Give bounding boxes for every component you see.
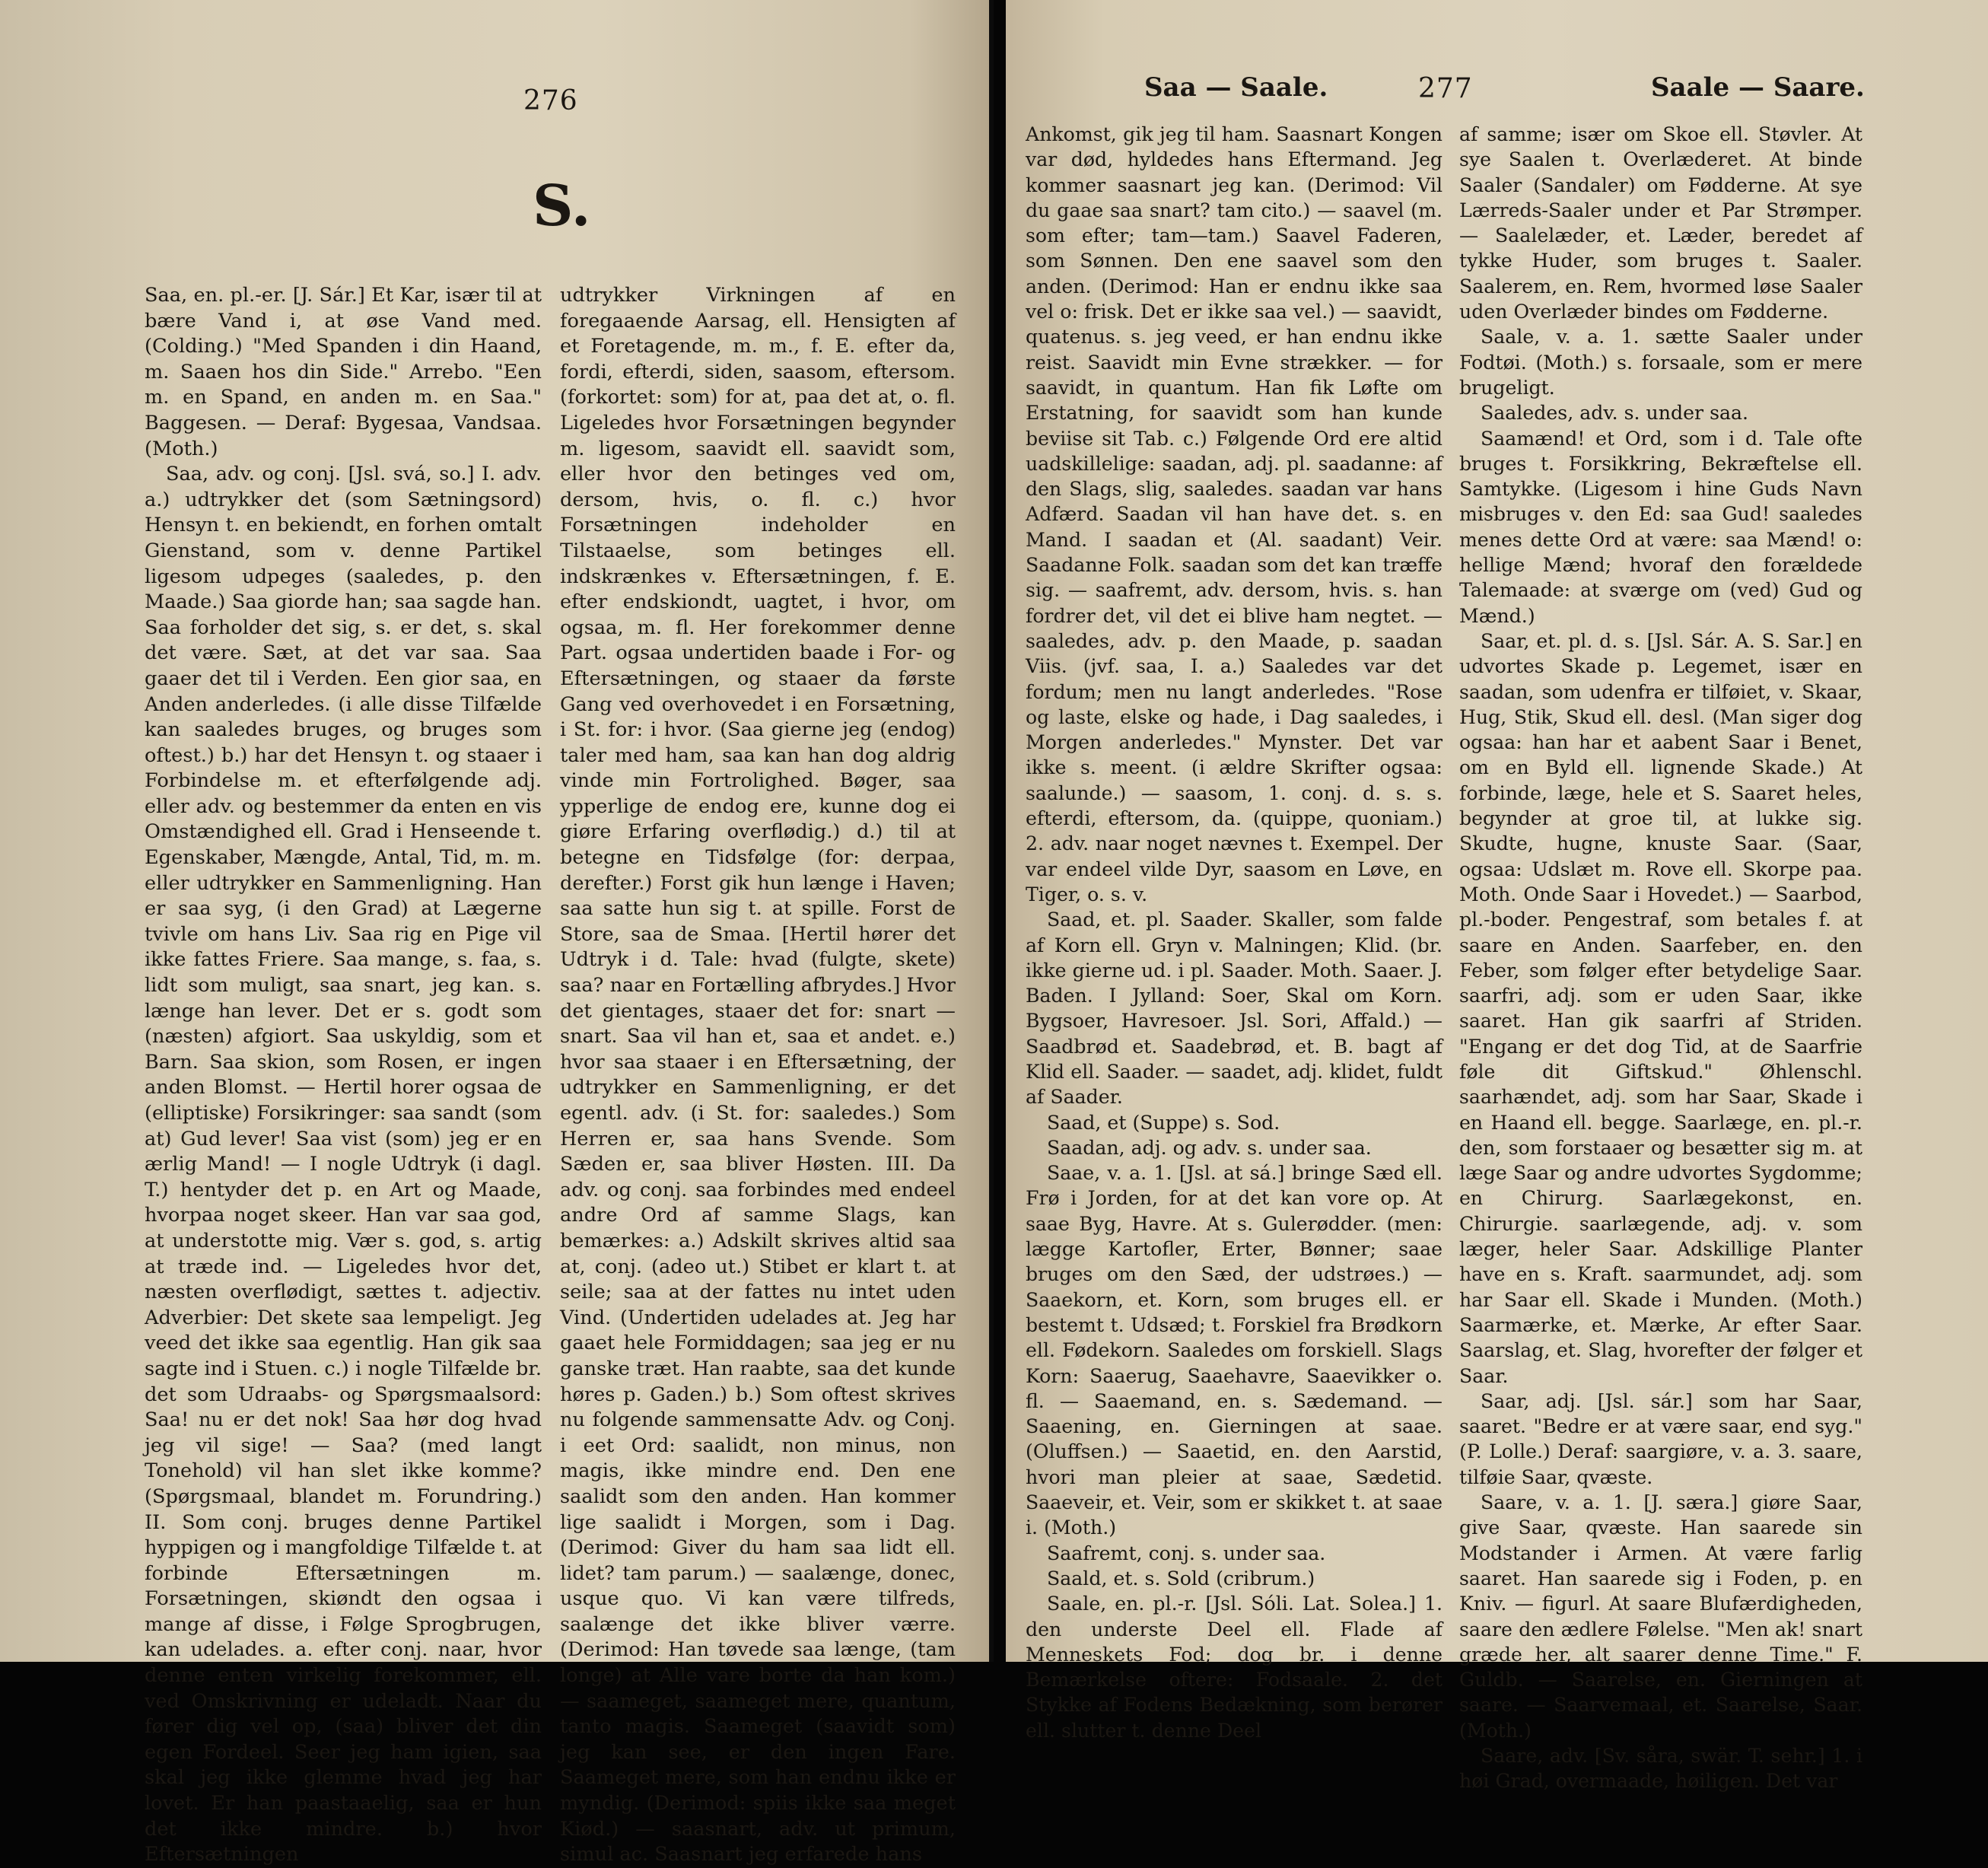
entry-saar-noun: Saar, et. pl. d. s. [Jsl. Sár. A. S. Sar.] en udvortes Skade p. Legemet, især en saadan, som udenfra er tilføiet, v. Skaar, Hug, Stik, Skud ell. desl. (Man siger dog ogsaa: han har et aabent Saar i Benet, om en Byld ell. lignende Skade.) At forbinde, læge, hele et S. Saaret heles, begynder at groe til, at lukke sig. Skudte, hugne, knuste Saar. (Saar, ogsaa: Udslæt m. Rove ell. Skorpe paa. Moth. Onde Saar i Hovedet.) — Saarbod, pl.-boder. Pengestraf, som betales f. at saare en Anden. Saarfeber, en. den Feber, som følger efter betydelige Saar. saarfri, adj. som er uden Saar, ikke saaret. Han gik saarfri af Striden. "Engang er det dog Tid, at de Saarfrie føle dit Giftskud." Øhlenschl. saarhændet, adj. som har Saar, Skade i en Haand ell. begge. Saarlæge, en. pl.-r. den, som forstaaer og besætter sig m. at læge Saar og andre udvortes Sygdomme; en Chirurg. Saarlægekonst, en. Chirurgie. saarlægende, adj. v. som læger, heler Saar. Adskillige Planter have en s. Kraft. saarmundet, adj. som har Saar ell. Skade i Munden. (Moth.) Saarmærke, et. Mærke, Ar efter Saar. Saarslag, et. Slag, hvorefter der følger et Saar. <box>1459 629 1862 1387</box>
page-number-right: 277 <box>1418 73 1473 104</box>
running-head-left: Saa — Saale. <box>1144 72 1328 103</box>
entry-saad-suppe: Saad, et (Suppe) s. Sod. <box>1047 1111 1280 1134</box>
right-page <box>1006 0 1988 1793</box>
entry-saare-verb: Saare, v. a. 1. [J. særa.] giøre Saar, give Saar, qvæste. Han saarede sin Modstander i Armen. At være farlig saaret. Han saarede sig i Foden, p. en Kniv. — figurl. At saare Blufærdigheden, saare den ædlere Følelse. "Men ak! snart græde her, alt saarer denne Time." F. Guldb. — Saarelse, en. Gierningen at saare. — Saarvemaal, et. Saarelse, Saar. (Moth.) <box>1459 1491 1862 1742</box>
page-number-left: 276 <box>523 85 578 116</box>
right-column-2 <box>1459 122 1862 1794</box>
entry-saald: Saald, et. s. Sold (cribrum.) <box>1047 1567 1315 1590</box>
entry-saare-adv: Saare, adv. [Sv. såra, swär. T. sehr.] 1. i høi Grad, overmaade, høiligen. Det var <box>1459 1745 1862 1793</box>
entry-saaledes: Saaledes, adv. s. under saa. <box>1481 402 1749 425</box>
right-column-1 <box>1026 122 1442 1743</box>
left-page <box>0 0 994 1866</box>
entry-saar-adj: Saar, adj. [Jsl. sár.] som har Saar, saaret. "Bedre er at være saar, end syg." (P. Lolle.) Deraf: saargiøre, v. a. 3. saare, tilføie Saar, qvæste. <box>1459 1389 1862 1488</box>
section-letter: S. <box>533 173 591 239</box>
entry-saale-verb: Saale, v. a. 1. sætte Saaler under Fodtøi. (Moth.) s. forsaale, som er mere brugeligt. <box>1459 326 1862 399</box>
running-head-right: Saale — Saare. <box>1651 72 1865 103</box>
left-column-1 <box>145 283 542 1868</box>
entry-saasnart-continued: Ankomst, gik jeg til ham. Saasnart Kongen var død, hyldedes hans Eftermand. Jeg kommer saasnart jeg kan. (Derimod: Vil du gaae saa snart? tam cito.) — saavel (m. som efter; tam—tam.) Saavel Faderen, som Sønnen. Den ene saavel som den anden. (Derimod: Han er endnu ikke saa vel o: frisk. Det er ikke saa vel.) — saavidt, quatenus. s. jeg veed, er han endnu ikke reist. Saavidt min Evne strækker. — for saavidt, in quantum. Han fik Løfte om Erstatning, for saavidt som han kunde beviise sit Tab. c.) Følgende Ord ere altid uadskillelige: saadan, adj. pl. saadanne: af den Slags, slig, saaledes. saadan var hans Adfærd. Saadan vil han have det. s. en Mand. I saadan et (Al. saadant) Veir. Saadanne Folk. saadan som det kan træffe sig. — saafremt, adv. dersom, hvis. s. han fordrer det, vil det ei blive ham negtet. — saaledes, adv. p. den Maade, p. saadan Viis. (jvf. saa, I. a.) Saaledes var det fordum; men nu langt anderledes. "Rose og laste, elske og hade, i Dag saaledes, i Morgen anderledes." Mynster. Det var ikke s. meent. (i ældre Skrifter ogsaa: saalunde.) — saasom, 1. conj. d. s. s. efterdi, eftersom, da. (quippe, quoniam.) 2. adv. naar noget nævnes t. Exempel. Der var endeel vilde Dyr, saasom en Løve, en Tiger, o. s. v. <box>1026 123 1442 905</box>
entry-saae: Saae, v. a. 1. [Jsl. at sá.] bringe Sæd ell. Frø i Jorden, for at det kan vore op. At saae Byg, Havre. At s. Gulerødder. (men: lægge Kartofler, Erter, Bønner; saae bruges om den Sæd, der udstrøes.) — Saaekorn, et. Korn, som bruges ell. er bestemt t. Udsæd; t. Forskiel fra Brødkorn ell. Fødekorn. Saaledes om forskiell. Slags Korn: Saaerug, Saaehavre, Saaevikker o. fl. — Saaemand, en. s. Sædemand. — Saaening, en. Gierningen at saae. (Oluffsen.) — Saaetid, en. den Aarstid, hvori man pleier at saae, Sædetid. Saaeveir, et. Veir, som er skikket t. at saae i. (Moth.) <box>1026 1162 1442 1539</box>
left-column-2 <box>560 283 956 1868</box>
entry-saadan: Saadan, adj. og adv. s. under saa. <box>1047 1136 1372 1159</box>
entry-saale-noun: Saale, en. pl.-r. [Jsl. Sóli. Lat. Solea.] 1. den underste Deel ell. Flade af Menneskets Fod; dog br. i denne Bemærkelse oftere: Fodsaale. 2. det Stykke af Fodens Bedækning, som berører ell. slutter t. denne Deel <box>1026 1593 1442 1742</box>
entry-saale-continued: af samme; især om Skoe ell. Støvler. At sye Saalen t. Overlæderet. At binde Saaler (Sandaler) om Fødderne. At sye Lærreds-Saaler under et Par Strømper. — Saalelæder, et. Læder, beredet af tykke Huder, som bruges t. Saaler. Saalerem, en. Rem, hvormed løse Saaler uden Overlæder bindes om Fødderne. <box>1459 123 1862 323</box>
entry-saafremt: Saafremt, conj. s. under saa. <box>1047 1542 1326 1564</box>
entry-saa-noun: Saa, en. pl.-er. [J. Sár.] Et Kar, især til at bære Vand i, at øse Vand med. (Colding.) "Med Spanden i din Haand, m. Saaen hos din Side." Arrebo. "Een m. en Spand, en anden m. en Saa." Baggesen. — Deraf: Bygesaa, Vandsaa. (Moth.) <box>145 284 542 460</box>
entry-saad: Saad, et. pl. Saader. Skaller, som falde af Korn ell. Gryn v. Malningen; Klid. (br. ikke gierne ud. i pl. Saader. Moth. Saaer. J. Baden. I Jylland: Soer, Skal om Korn. Bygsoer, Havresoer. Jsl. Sori, Affald.) — Saadbrød et. Saadebrød, et. B. bagt af Klid ell. Saader. — saadet, adj. klidet, fuldt af Saader. <box>1026 909 1442 1109</box>
entry-saamaend: Saamænd! et Ord, som i d. Tale ofte bruges t. Forsikkring, Bekræftelse ell. Samtykke. (Ligesom i hine Guds Navn misbruges v. den Ed: saa Gud! saaledes menes dette Ord at være: saa Mænd! o: hellige Mænd; hvoraf den forældede Talemaade: at sværge om (ved) Gud og Mænd.) <box>1459 427 1862 627</box>
entry-saa-continued: udtrykker Virkningen af en foregaaende Aarsag, ell. Hensigten af et Foretagende, m. m., f. E. efter da, fordi, efterdi, siden, saasom, eftersom. (forkortet: som) for at, paa det at, o. fl. Ligeledes hvor Forsætningen begynder m. ligesom, saavidt ell. saavidt som, eller hvor den betinges ved om, dersom, hvis, o. fl. c.) hvor Forsætningen indeholder en Tilstaaelse, som betinges ell. indskrænkes v. Eftersætningen, f. E. efter endskiondt, uagtet, i hvor, om ogsaa, m. fl. Her forekommer denne Part. ogsaa undertiden baade i For- og Eftersætningen, og staaer da første Gang ved overhovedet i en Forsætning, i St. for: i hvor. (Saa gierne jeg (endog) taler med ham, saa kan han dog aldrig vinde min Fortrolighed. Bøger, saa ypperlige de endog ere, kunne dog ei giøre Erfaring overflødig.) d.) til at betegne en Tidsfølge (for: derpaa, derefter.) Forst gik hun længe i Haven; saa satte hun sig t. at spille. Forst de Store, saa de Smaa. [Hertil hører det Udtryk i d. Tale: hvad (fulgte, skete) saa? naar en Fortælling afbrydes.] Hvor det gientages, staaer det for: snart — snart. Saa vil han et, saa et andet. e.) hvor saa staaer i en Eftersætning, der udtrykker en Sammenligning, er det egentl. adv. (i St. for: saaledes.) Som Herren er, saa hans Svende. Som Sæden er, saa bliver Høsten. III. Da adv. og conj. saa forbindes med endeel andre Ord af samme Slags, kan bemærkes: a.) Adskilt skrives altid saa at, conj. (adeo ut.) Stibet er klart t. at seile; saa at der fattes nu intet uden Vind. (Undertiden udelades at. Jeg har gaaet hele Formiddagen; saa jeg er nu ganske træt. Han raabte, saa det kunde høres p. Gaden.) b.) Som oftest skrives nu folgende sammensatte Adv. og Conj. i eet Ord: saalidt, non minus, non magis, ikke mindre end. Den ene saalidt som den anden. Han kommer lige saalidt i Morgen, som i Dag. (Derimod: Giver du ham saa lidt ell. lidet? tam parum.) — saalænge, donec, usque quo. Vi kan være tilfreds, saalænge det ikke bliver værre. (Derimod: Han tøvede saa længe, (tam longe) at Alle vare borte da han kom.) — saameget, saameget mere, quantum, tanto magis. Saameget (saavidt som) jeg kan see, er den ingen Fare. Saameget mere, som han endnu ikke er myndig. (Derimod: spiis ikke saa meget Kiød.) — saasnart, adv. ut primum, simul ac. Saasnart jeg erfarede hans <box>560 284 956 1866</box>
entry-saa-adv: Saa, adv. og conj. [Jsl. svá, so.] I. adv. a.) udtrykker det (som Sætningsord) Hensyn t. en bekiendt, en forhen omtalt Gienstand, som v. denne Partikel ligesom udpeges (saaledes, p. den Maade.) Saa giorde han; saa sagde han. Saa forholder det sig, s. er det, s. skal det være. Sæt, at det var saa. Saa gaaer det til i Verden. Een gior saa, en Anden anderledes. (i alle disse Tilfælde kan saaledes bruges, og bruges som oftest.) b.) har det Hensyn t. og staaer i Forbindelse m. et efterfølgende adj. eller adv. og bestemmer da enten en vis Omstændighed ell. Grad i Henseende t. Egenskaber, Mængde, Antal, Tid, m. m. eller udtrykker en Sammenligning. Han er saa syg, (i den Grad) at Lægerne tvivle om hans Liv. Saa rig en Pige vil ikke fattes Friere. Saa mange, s. faa, s. lidt som muligt, saa snart, jeg kan. s. længe han lever. Det er s. godt som (næsten) afgiort. Saa uskyldig, som et Barn. Saa skion, som Rosen, er ingen anden Blomst. — Hertil horer ogsaa de (elliptiske) Forsikringer: saa sandt (som at) Gud lever! Saa vist (som) jeg er en ærlig Mand! — I nogle Udtryk (i dagl. T.) hentyder det p. en Art og Maade, hvorpaa noget skeer. Han var saa god, at understotte mig. Vær s. god, s. artig at træde ind. — Ligeledes hvor det, næsten overflødigt, sættes t. adjectiv. Adverbier: Det skete saa lempeligt. Jeg veed det ikke saa egentlig. Han gik saa sagte ind i Stuen. c.) i nogle Tilfælde br. det som Udraabs- og Spørgsmaalsord: Saa! nu er det nok! Saa hør dog hvad jeg vil sige! — Saa? (med langt Tonehold) vil han slet ikke komme? (Spørgsmaal, blandet m. Forundring.) II. Som conj. bruges denne Partikel hyppigen og i mangfoldige Tilfælde t. at forbinde Eftersætningen m. Forsætningen, skiøndt den ogsaa i mange af disse, i Følge Sprogbrugen, kan udelades. a. efter conj. naar, hvor denne enten virkelig forekommer, ell. ved Omskrivning er udeladt. Naar du fører dig vel op, (saa) bliver det din egen Fordeel. Seer jeg ham igien, saa skal jeg ikke glemme hvad jeg har lovet. Er han paastaaelig, saa er hun det ikke mindre. b.) hvor Eftersætningen <box>145 463 542 1866</box>
